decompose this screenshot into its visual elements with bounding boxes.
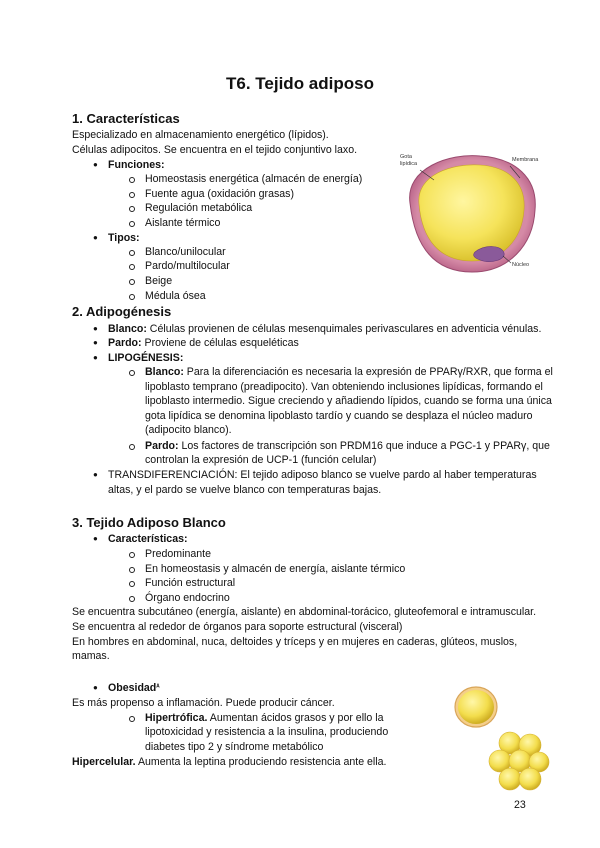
caracteristica-item: Función estructural xyxy=(145,577,236,589)
bullet: ● xyxy=(93,534,98,543)
sub-bullet xyxy=(129,192,135,198)
bullet: ● xyxy=(93,324,98,333)
s3-paragraph-1: Se encuentra subcutáneo (energía, aislante) en abdominal-torácico, gluteofemoral e intramuscular. xyxy=(72,606,537,618)
obesidad-paragraph: Es más propenso a inflamación. Puede producir cáncer. xyxy=(72,697,335,709)
funcion-item: Regulación metabólica xyxy=(145,202,253,214)
s1-paragraph-2: Células adipocitos. Se encuentra en el tejido conjuntivo laxo. xyxy=(72,144,358,156)
section-1-heading: 1. Características xyxy=(72,111,180,126)
hipercelular-paragraph: Hipercelular. Aumenta la leptina produciendo resistencia ante ella. xyxy=(72,756,387,768)
sub-bullet xyxy=(129,250,135,256)
sub-bullet xyxy=(129,552,135,558)
bullet: ● xyxy=(93,160,98,169)
bullet: ● xyxy=(93,470,98,479)
lipogenesis-pardo-line-1: Pardo: Los factores de transcripción son PRDM16 que induce a PGC-1 y PPARγ, que xyxy=(145,440,550,452)
sub-bullet xyxy=(129,264,135,270)
obesidad-label: Obesidad$^ᴬ$ xyxy=(108,682,160,694)
bullet: ● xyxy=(93,338,98,347)
sub-bullet xyxy=(129,596,135,602)
sub-bullet xyxy=(129,206,135,212)
bullet: ● xyxy=(93,683,98,692)
caracteristica-item: Predominante xyxy=(145,548,211,560)
figure-label-nucleus: Núcleo xyxy=(512,262,530,268)
transdiferenciacion-line-1: TRANSDIFERENCIACIÓN: El tejido adiposo blanco se vuelve pardo al haber temperaturas xyxy=(108,469,537,481)
tipo-item: Médula ósea xyxy=(145,290,206,302)
s3-paragraph-4: mamas. xyxy=(72,650,110,662)
hipertrofica-line-2: lipotoxicidad y resistencia a la insulina, produciendo xyxy=(145,726,389,738)
hipertrofica-line-1: Hipertrófica. Aumentan ácidos grasos y por ello la xyxy=(145,712,384,724)
page-title: T6. Tejido adiposo xyxy=(226,74,374,93)
sub-bullet xyxy=(129,177,135,183)
tipo-item: Blanco/unilocular xyxy=(145,246,226,258)
section-3-heading: 3. Tejido Adiposo Blanco xyxy=(72,515,226,530)
sub-bullet xyxy=(129,567,135,573)
obesity-adipocytes-illustration xyxy=(450,685,550,793)
page-number: 23 xyxy=(514,799,526,811)
sub-bullet xyxy=(129,444,135,450)
bullet: ● xyxy=(93,353,98,362)
funciones-label: Funciones: xyxy=(108,159,165,171)
tipo-item: Pardo/multilocular xyxy=(145,260,230,272)
sub-bullet xyxy=(129,294,135,300)
lipogenesis-blanco-line-3: lipoblasto intermedio. Sigue creciendo y añadiendo lípidos, cuando se forma una única xyxy=(145,395,552,407)
sub-bullet xyxy=(129,716,135,722)
tipos-label: Tipos: xyxy=(108,232,140,244)
adipogenesis-blanco: Blanco: Células provienen de células mesenquimales perivasculares en adventicia vénulas. xyxy=(108,323,542,335)
sub-bullet xyxy=(129,279,135,285)
lipogenesis-blanco-line-1: Blanco: Para la diferenciación es necesaria la expresión de PPARγ/RXR, que forma el xyxy=(145,366,553,378)
hipertrofica-line-3: diabetes tipo 2 y síndrome metabólico xyxy=(145,741,324,753)
transdiferenciacion-line-2: altas, y el pardo se vuelve blanco con temperaturas bajas. xyxy=(108,484,382,496)
figure-label-lipid-droplet: Gota lipídica xyxy=(400,154,418,167)
sub-bullet xyxy=(129,221,135,227)
caracteristica-item: En homeostasis y almacén de energía, aislante térmico xyxy=(145,563,406,575)
funcion-item: Aislante térmico xyxy=(145,217,221,229)
adipogenesis-pardo: Pardo: Proviene de células esqueléticas xyxy=(108,337,299,349)
s3-paragraph-2: Se encuentra al rededor de órganos para soporte estructural (visceral) xyxy=(72,621,403,633)
lipogenesis-blanco-line-5: (adipocito blanco). xyxy=(145,424,232,436)
lipogenesis-pardo-line-2: controlan la expresión de UCP-1 (función celular) xyxy=(145,454,377,466)
s1-paragraph-1: Especializado en almacenamiento energético (lípidos). xyxy=(72,129,329,141)
caracteristica-item: Órgano endocrino xyxy=(145,592,230,604)
lipogenesis-blanco-line-2: lipoblasto temprano (preadipocito). Van obteniendo inclusiones lipídicas, formando el xyxy=(145,381,543,393)
sub-bullet xyxy=(129,370,135,376)
funcion-item: Homeostasis energética (almacén de energía) xyxy=(145,173,363,185)
section-2-heading: 2. Adipogénesis xyxy=(72,304,172,319)
funcion-item: Fuente agua (oxidación grasas) xyxy=(145,188,294,200)
tipo-item: Beige xyxy=(145,275,173,287)
caracteristicas-label: Características: xyxy=(108,533,188,545)
bullet: ● xyxy=(93,233,98,242)
lipogenesis-label: LIPOGÉNESIS: xyxy=(108,352,184,364)
lipogenesis-blanco-line-4: gota lipídica se denomina lipoblasto tardío y cuando se desplaza el núcleo maduro xyxy=(145,410,533,422)
s3-paragraph-3: En hombres en abdominal, nuca, deltoides y tríceps y en mujeres en caderas, glúteos, muslos, xyxy=(72,636,518,648)
figure-label-membrane: Membrana xyxy=(512,157,539,163)
sub-bullet xyxy=(129,581,135,587)
